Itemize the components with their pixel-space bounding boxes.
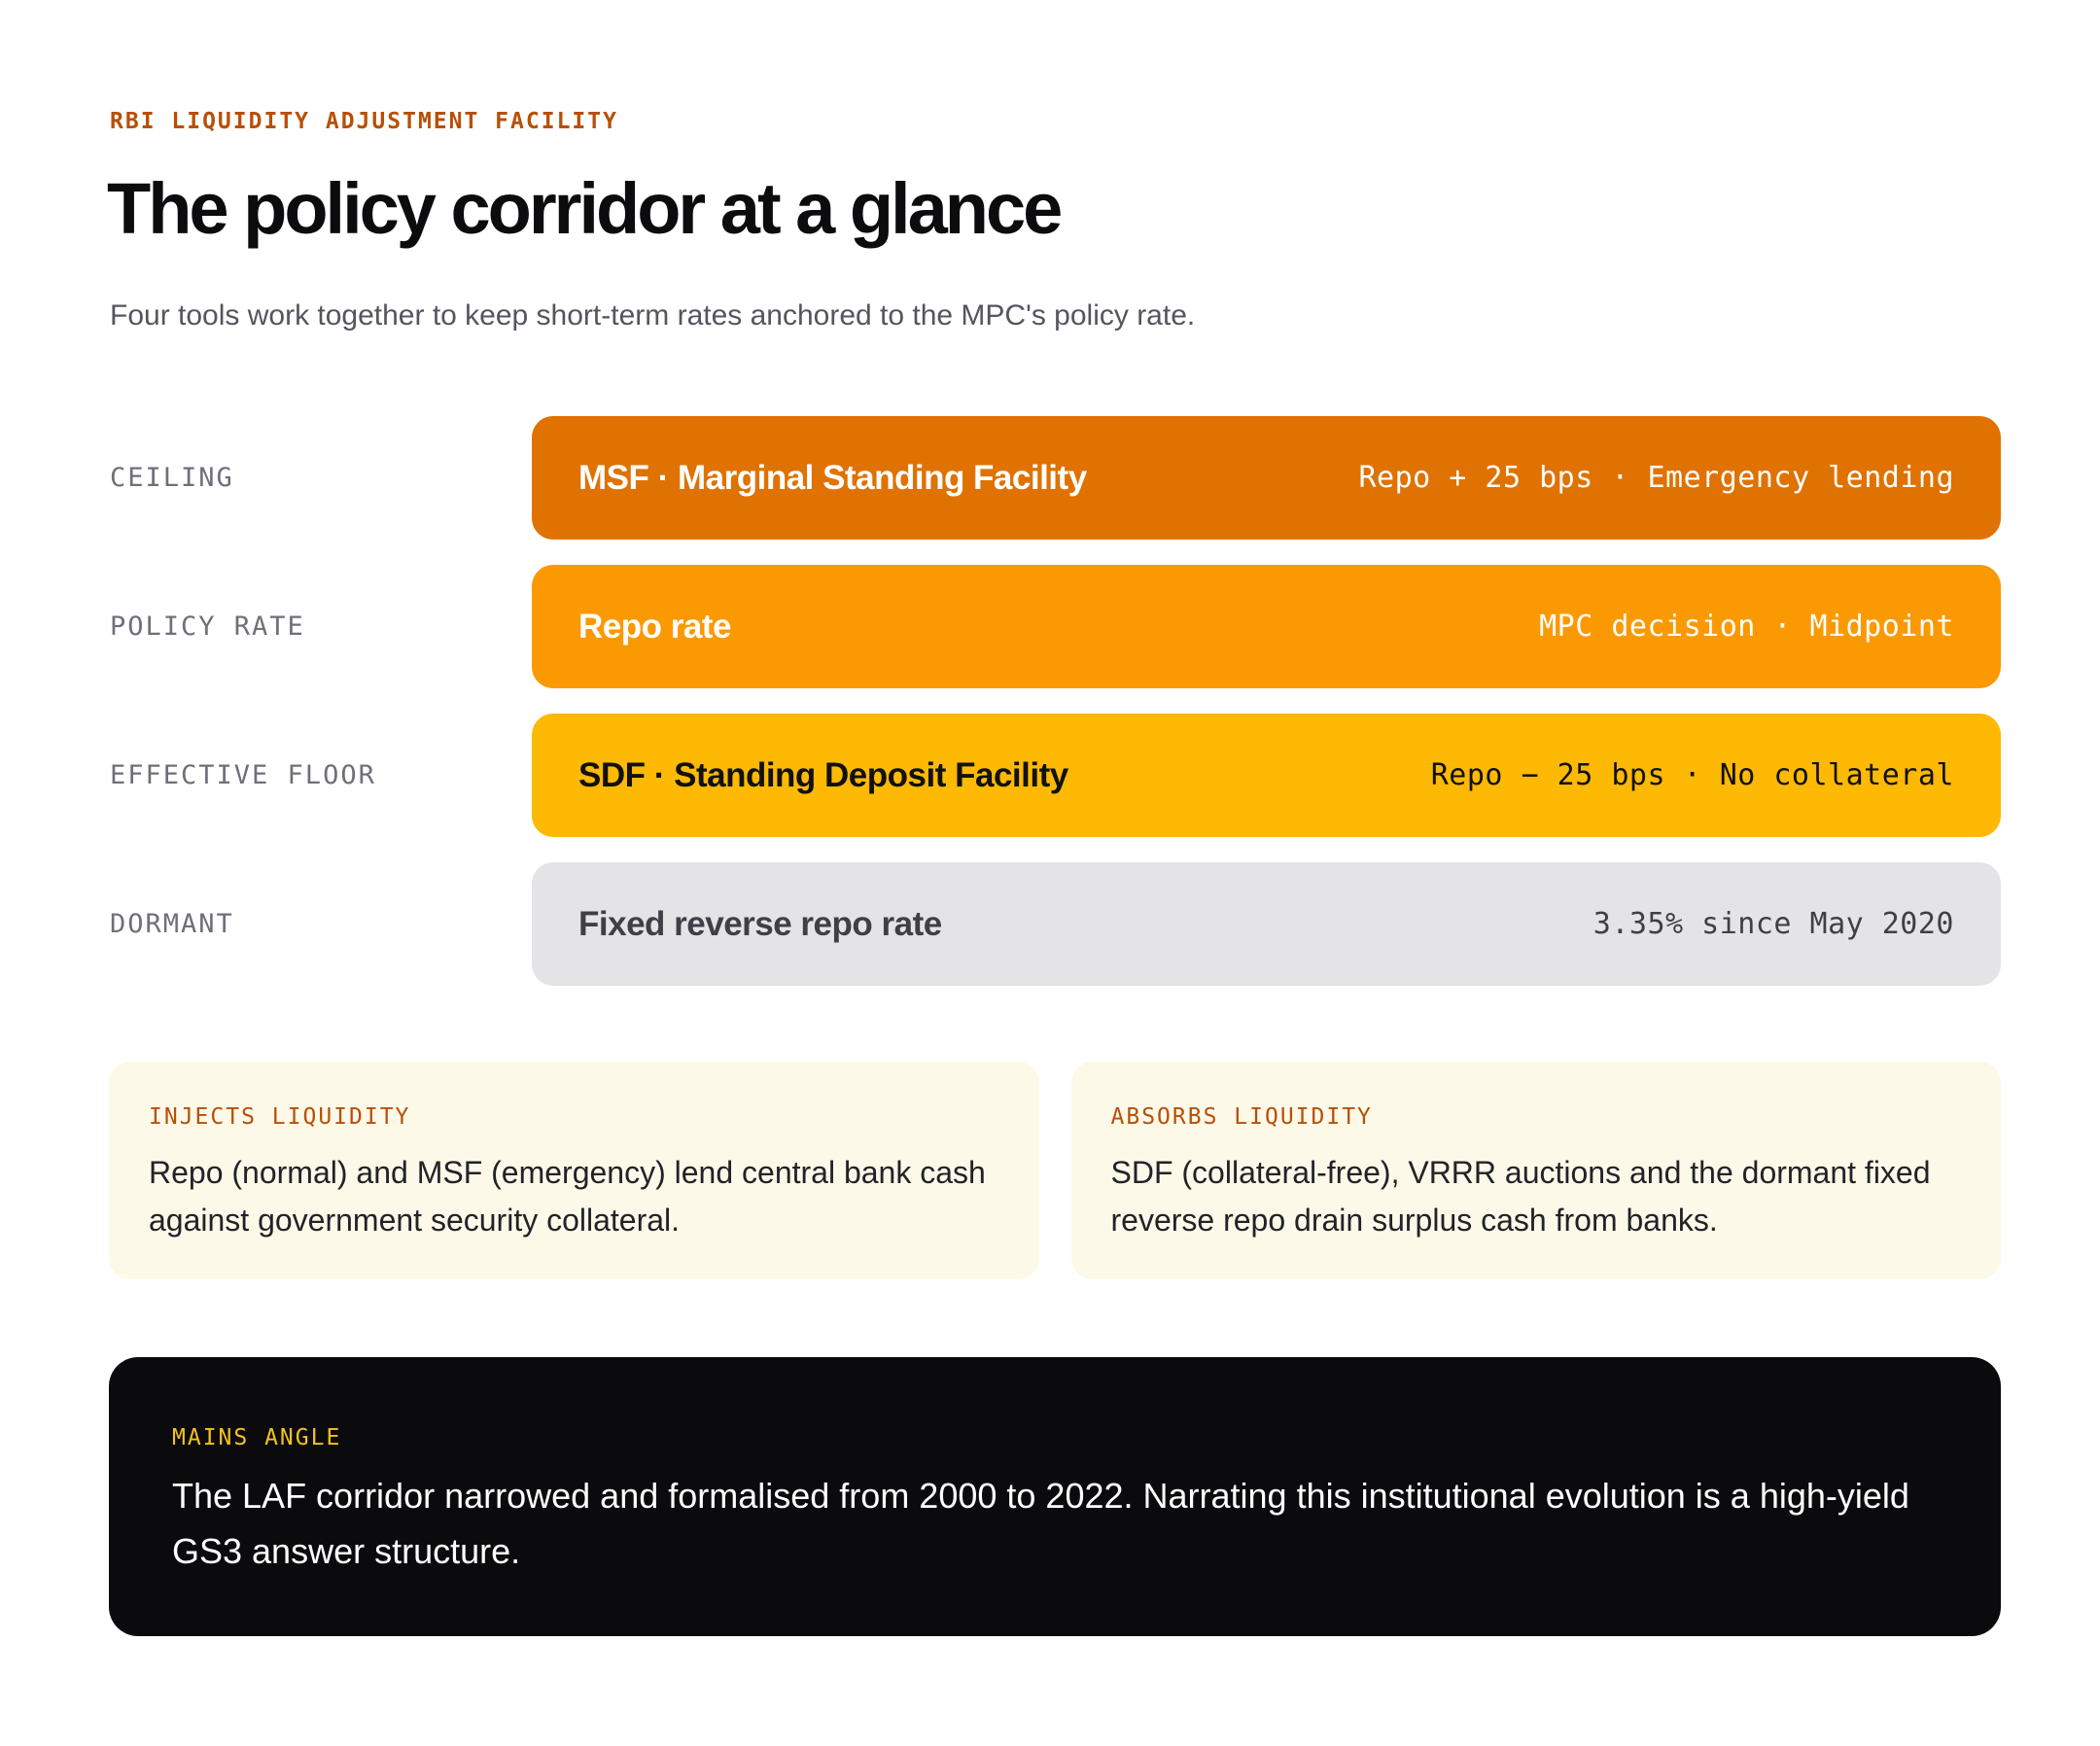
corridor-row-effective-floor	[110, 714, 2001, 837]
corridor-row-policy-rate	[110, 565, 2001, 688]
corridor-row-dormant	[110, 862, 2001, 986]
eyebrow-label: RBI LIQUIDITY ADJUSTMENT FACILITY	[110, 109, 618, 134]
bar-title: SDF · Standing Deposit Facility	[578, 755, 1068, 794]
bar-meta: Repo + 25 bps · Emergency lending	[1358, 461, 1954, 495]
corridor-diagram	[110, 416, 2001, 1011]
bar-title: Fixed reverse repo rate	[578, 904, 942, 943]
card-absorbs-liquidity	[1071, 1062, 2002, 1279]
corridor-bar-repo	[532, 565, 2001, 688]
corridor-row-ceiling	[110, 416, 2001, 540]
card-label: INJECTS LIQUIDITY	[149, 1104, 411, 1130]
mains-angle-callout	[109, 1357, 2001, 1636]
corridor-bar-sdf	[532, 714, 2001, 837]
row-label: EFFECTIVE FLOOR	[110, 760, 376, 790]
card-body: Repo (normal) and MSF (emergency) lend central bank cash against government security collateral.	[149, 1155, 986, 1238]
bar-meta: 3.35% since May 2020	[1592, 907, 1954, 941]
callout-label: MAINS ANGLE	[172, 1425, 342, 1450]
row-label: DORMANT	[110, 909, 234, 939]
bar-meta: Repo − 25 bps · No collateral	[1430, 758, 1954, 792]
page-title: The policy corridor at a glance	[107, 168, 1061, 249]
bar-meta: MPC decision · Midpoint	[1539, 610, 1954, 644]
row-label: CEILING	[110, 463, 234, 493]
card-label: ABSORBS LIQUIDITY	[1110, 1104, 1373, 1130]
page-subtitle: Four tools work together to keep short-term rates anchored to the MPC's policy rate.	[110, 299, 1196, 332]
callout-body: The LAF corridor narrowed and formalised from 2000 to 2022. Narrating this institutional evolution is a high-yield GS3 answer structure.	[172, 1476, 1909, 1571]
bar-title: Repo rate	[578, 607, 731, 646]
corridor-bar-reverse-repo	[532, 862, 2001, 986]
row-label: POLICY RATE	[110, 611, 305, 642]
liquidity-cards	[109, 1062, 2001, 1279]
corridor-bar-msf	[532, 416, 2001, 540]
card-injects-liquidity	[109, 1062, 1039, 1279]
card-body: SDF (collateral-free), VRRR auctions and the dormant fixed reverse repo drain surplus cash from banks.	[1110, 1155, 1931, 1238]
bar-title: MSF · Marginal Standing Facility	[578, 458, 1087, 497]
